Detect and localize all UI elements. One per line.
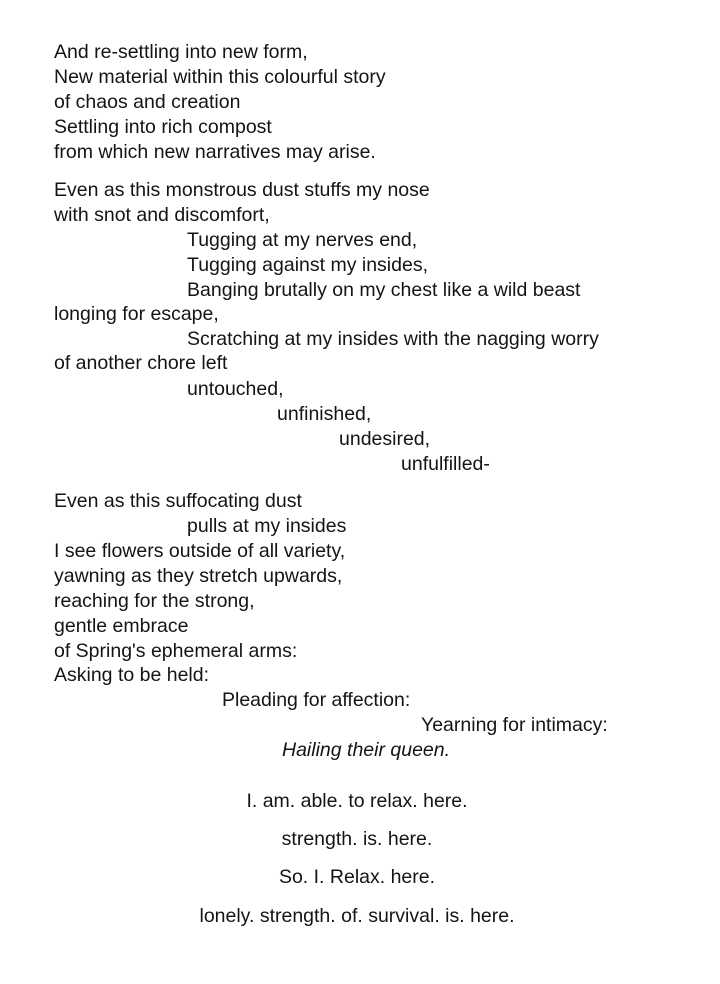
poem-line: Asking to be held: [54,664,210,686]
poem-line: of chaos and creation [54,91,241,113]
poem-line: gentle embrace [54,615,189,637]
closing-line: strength. is. here. [281,828,433,850]
closing-line: I. am. able. to relax. here. [246,790,468,812]
poem-line: Even as this monstrous dust stuffs my nose [54,179,430,201]
poem-line: of Spring's ephemeral arms: [54,640,298,662]
poem-line: New material within this colourful story [54,66,386,88]
poem-line: of another chore left [54,352,228,374]
poem-line: I see flowers outside of all variety, [54,540,346,562]
closing-line: lonely. strength. of. survival. is. here. [199,905,515,927]
poem-line: undesired, [339,428,431,450]
poem-line: yawning as they stretch upwards, [54,565,343,587]
poem-line: Scratching at my insides with the nagging worry [187,328,599,350]
poem-line: pulls at my insides [187,515,347,537]
poem-line: longing for escape, [54,303,219,325]
poem-line: Tugging at my nerves end, [187,229,418,251]
poem-line: reaching for the strong, [54,590,255,612]
poem-line: Tugging against my insides, [187,254,428,276]
poem-line: with snot and discomfort, [54,204,270,226]
poem-line: unfinished, [277,403,372,425]
poem-line: unfulfilled- [401,453,490,475]
poem-line: Even as this suffocating dust [54,490,302,512]
poem-line: from which new narratives may arise. [54,141,376,163]
poem-line: Banging brutally on my chest like a wild beast [187,279,581,301]
closing-line: So. I. Relax. here. [278,866,436,888]
poem-line: Settling into rich compost [54,116,272,138]
poem-line: Yearning for intimacy: [421,714,608,736]
poem-line: And re-settling into new form, [54,41,308,63]
poem-line: untouched, [187,378,284,400]
poem-line: Pleading for affection: [222,689,411,711]
poem-line-emphasis: Hailing their queen. [282,739,451,761]
